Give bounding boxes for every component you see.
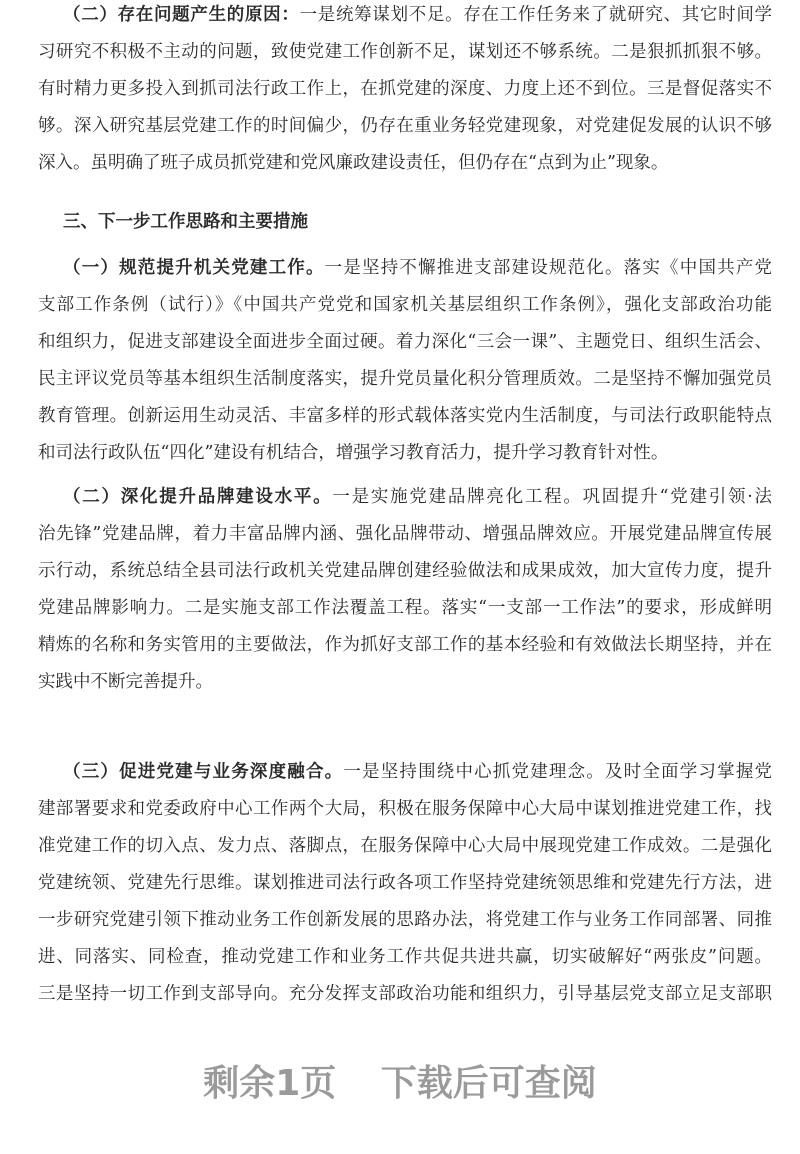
line-text: 准党建工作的切入点、发力点、落脚点，在服务保障中心大局中展现党建工作成效。二是强化 bbox=[38, 836, 772, 856]
line-text: 有时精力更多投入到抓司法行政工作上，在抓党建的深度、力度上还不到位。三是督促落实不 bbox=[38, 79, 772, 99]
paragraph-lead: （二）深化提升品牌建设水平。 bbox=[63, 487, 333, 507]
line-text: 三是坚持一切工作到支部导向。充分发挥支部政治功能和组织力，引导基层党支部立足支部职 bbox=[38, 984, 772, 1004]
text-line bbox=[38, 902, 772, 939]
text-line bbox=[38, 479, 772, 516]
line-text: 够。深入研究基层党建工作的时间偏少，仍存在重业务轻党建现象，对党建促发展的认识不够 bbox=[38, 116, 772, 136]
line-text: 示行动，系统总结全县司法行政机关党建品牌创建经验做法和成果成效，加大宣传力度，提升 bbox=[38, 561, 772, 581]
text-line bbox=[38, 250, 772, 287]
line-text: 实践中不断完善提升。 bbox=[38, 672, 213, 692]
text-line bbox=[38, 828, 772, 865]
paragraph bbox=[38, 250, 772, 472]
paragraph-lead: （二）存在问题产生的原因： bbox=[63, 5, 300, 25]
download-prompt-banner[interactable] bbox=[0, 1055, 800, 1106]
line-text: 精炼的名称和务实管用的主要做法，作为抓好支部工作的基本经验和有效做法长期坚持，并在 bbox=[38, 635, 772, 655]
text-line bbox=[38, 108, 772, 145]
text-line bbox=[38, 976, 772, 1013]
text-line bbox=[38, 324, 772, 361]
download-to-view-text[interactable]: 下载后可查阅 bbox=[380, 1063, 597, 1104]
line-text: 习研究不积极不主动的问题，致使党建工作创新不足，谋划还不够系统。二是狠抓抓狠不够。 bbox=[38, 42, 772, 62]
text-line bbox=[38, 516, 772, 553]
text-line bbox=[38, 287, 772, 324]
line-text: 和司法行政队伍“四化”建设有机结合，增强学习教育活力，提升学习教育针对性。 bbox=[38, 443, 669, 463]
text-line bbox=[38, 145, 772, 182]
line-text: 一是坚持围绕中心抓党建理念。及时全面学习掌握党 bbox=[343, 762, 773, 782]
paragraph bbox=[38, 0, 772, 182]
line-text: 支部工作条例（试行）》《中国共产党党和国家机关基层组织工作条例》，强化支部政治功能 bbox=[38, 295, 772, 315]
line-text: 一是实施党建品牌亮化工程。巩固提升“党建引领·法 bbox=[332, 487, 772, 507]
text-line bbox=[38, 664, 772, 701]
line-text: 治先锋”党建品牌，着力丰富品牌内涵、强化品牌带动、增强品牌效应。开展党建品牌宣传展 bbox=[38, 524, 772, 544]
text-line bbox=[38, 0, 772, 34]
line-text: 和组织力，促进支部建设全面进步全面过硬。着力深化“三会一课”、主题党日、组织生活会、 bbox=[38, 332, 772, 352]
text-line bbox=[38, 939, 772, 976]
line-text: 党建统领、党建先行思维。谋划推进司法行政各项工作坚持党建统领思维和党建先行方法，进 bbox=[38, 873, 772, 893]
line-text: 进、同落实、同检查，推动党建工作和业务工作共促共进共赢，切实破解好“两张皮”问题。 bbox=[38, 947, 772, 967]
text-line bbox=[38, 865, 772, 902]
line-text: 党建品牌影响力。二是实施支部工作法覆盖工程。落实“一支部一工作法”的要求，形成鲜明 bbox=[38, 598, 772, 618]
line-text: 深入。虽明确了班子成员抓党建和党风廉政建设责任，但仍存在“点到为止”现象。 bbox=[38, 153, 669, 173]
line-text: 一是统筹谋划不足。存在工作任务来了就研究、其它时间学 bbox=[299, 5, 773, 25]
section-heading: 三、下一步工作思路和主要措施 bbox=[63, 212, 308, 232]
text-line bbox=[38, 34, 772, 71]
line-text: 一是坚持不懈推进支部建设规范化。落实《中国共产党 bbox=[324, 258, 773, 278]
line-text: 建部署要求和党委政府中心工作两个大局，积极在服务保障中心大局中谋划推进党建工作，找 bbox=[38, 799, 772, 819]
text-line bbox=[38, 627, 772, 664]
text-line bbox=[38, 361, 772, 398]
text-line bbox=[38, 398, 772, 435]
paragraph bbox=[38, 479, 772, 701]
text-line bbox=[38, 553, 772, 590]
paragraph bbox=[38, 754, 772, 1013]
line-text: 民主评议党员等基本组织生活制度落实，提升党员量化积分管理质效。二是坚持不懈加强党员 bbox=[38, 369, 772, 389]
paragraph-lead: （三）促进党建与业务深度融合。 bbox=[63, 762, 344, 782]
text-line bbox=[38, 791, 772, 828]
remaining-pages-text[interactable]: 剩余1页 bbox=[203, 1063, 337, 1104]
text-line bbox=[38, 754, 772, 791]
line-text: 一步研究党建引领下推动业务工作创新发展的思路办法，将党建工作与业务工作同部署、同推 bbox=[38, 910, 772, 930]
line-text: 教育管理。创新运用生动灵活、丰富多样的形式载体落实党内生活制度，与司法行政职能特点 bbox=[38, 406, 772, 426]
text-line bbox=[38, 71, 772, 108]
text-line bbox=[38, 435, 772, 472]
paragraph-lead: （一）规范提升机关党建工作。 bbox=[63, 258, 325, 278]
text-line bbox=[38, 590, 772, 627]
